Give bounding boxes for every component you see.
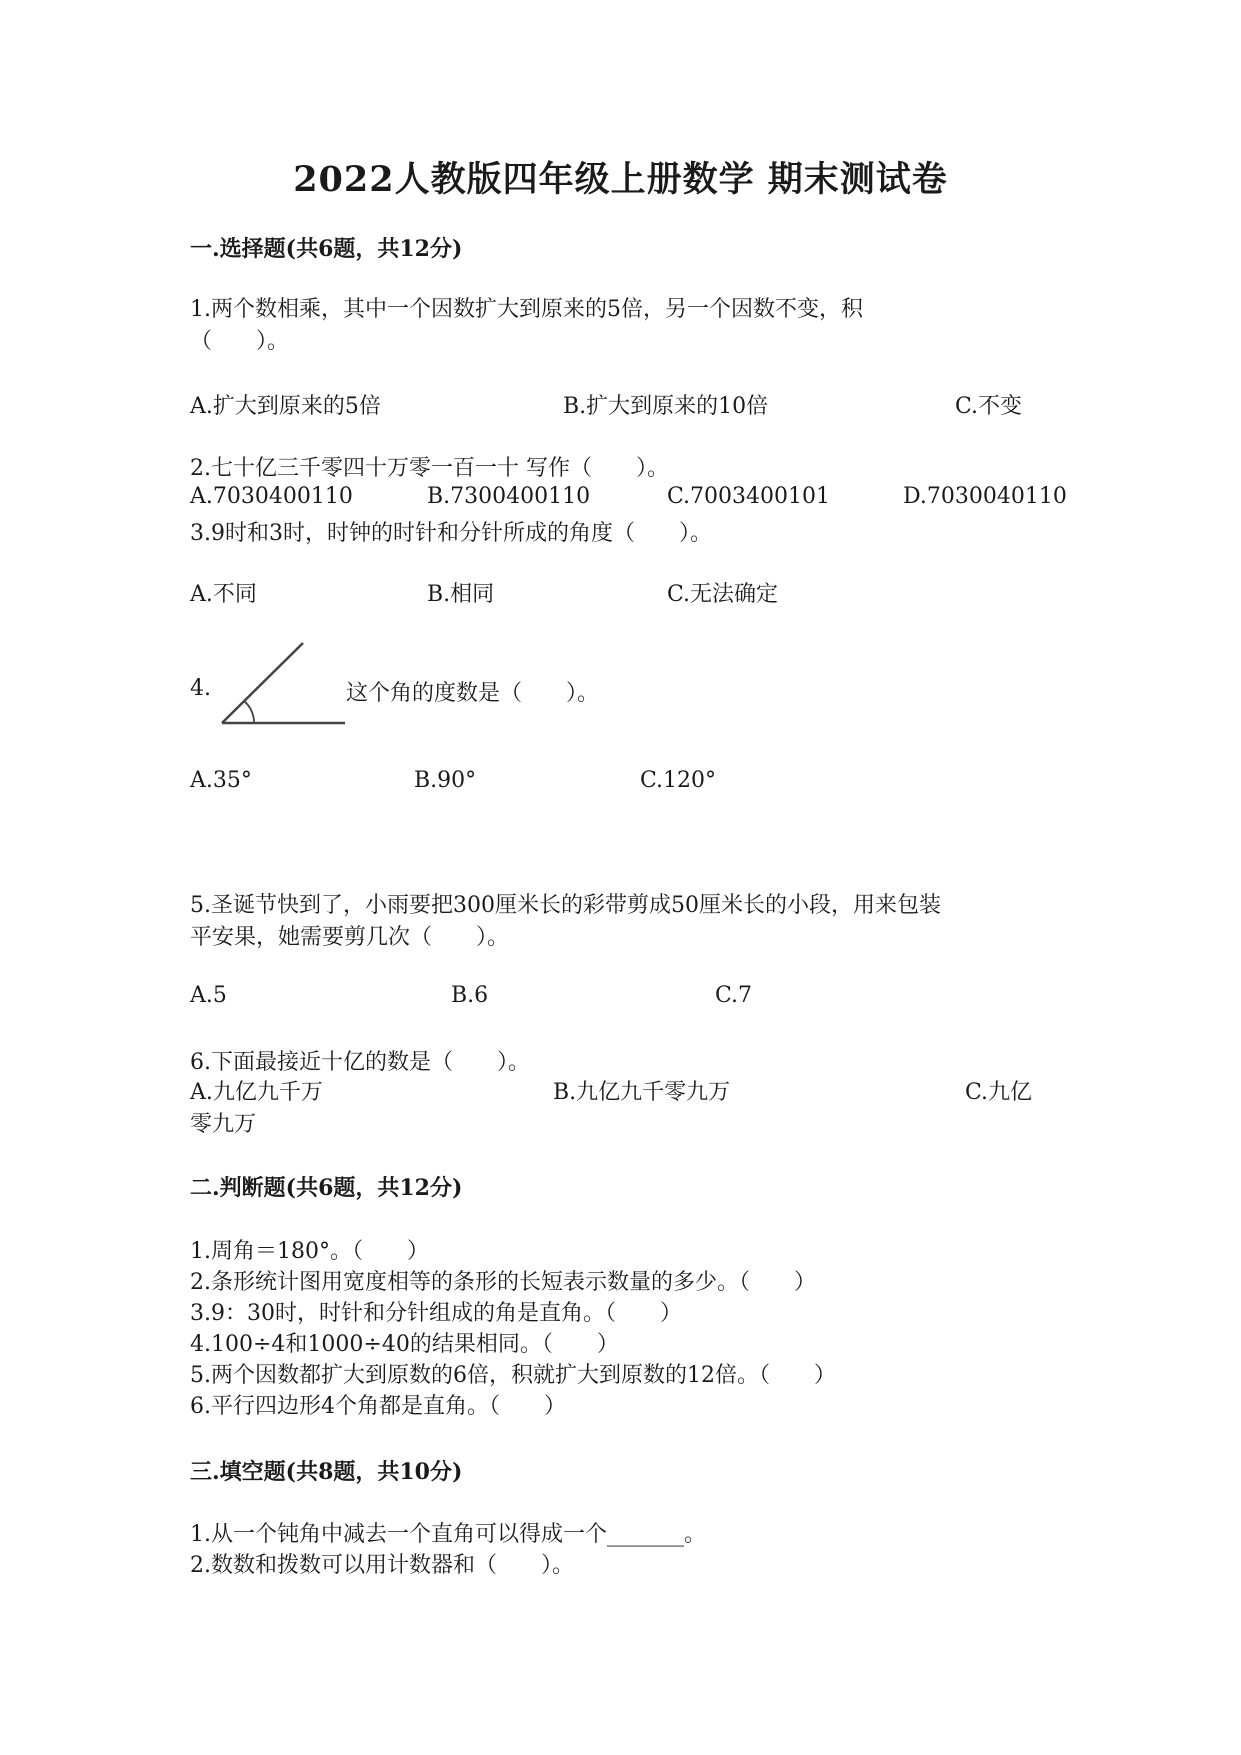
question-6-option-c: C.九亿 bbox=[965, 1080, 1033, 1105]
question-2-option-d: D.7030040110 bbox=[903, 484, 1067, 509]
question-5-stem-line1: 5.圣诞节快到了，小雨要把300厘米长的彩带剪成50厘米长的小段，用来包装 bbox=[190, 893, 941, 918]
question-5-option-b: B.6 bbox=[451, 983, 489, 1008]
judgment-item-2: 2.条形统计图用宽度相等的条形的长短表示数量的多少。（ ） bbox=[190, 1270, 816, 1295]
question-3-option-b: B.相同 bbox=[427, 582, 495, 607]
question-1-option-a: A.扩大到原来的5倍 bbox=[190, 394, 381, 419]
question-2-option-b: B.7300400110 bbox=[427, 484, 591, 509]
question-2-option-c: C.7003400101 bbox=[667, 484, 831, 509]
section-heading-judgment: 二.判断题(共6题，共12分) bbox=[190, 1175, 463, 1201]
question-6-option-b: B.九亿九千零九万 bbox=[553, 1080, 731, 1105]
question-2-stem: 2.七十亿三千零四十万零一百一十 写作（ ）。 bbox=[190, 456, 669, 481]
question-6-option-c-wrap: 零九万 bbox=[190, 1112, 257, 1137]
question-3-option-a: A.不同 bbox=[190, 582, 257, 607]
question-5-option-a: A.5 bbox=[190, 983, 227, 1008]
fill-item-2: 2.数数和拨数可以用计数器和（ ）。 bbox=[190, 1553, 574, 1578]
question-1-stem-line1: 1.两个数相乘，其中一个因数扩大到原来的5倍，另一个因数不变，积 bbox=[190, 297, 863, 322]
question-4-option-a: A.35° bbox=[190, 768, 252, 793]
page-title: 2022人教版四年级上册数学 期末测试卷 bbox=[293, 159, 948, 200]
question-4-stem: 这个角的度数是（ ）。 bbox=[346, 681, 600, 706]
section-heading-choice: 一.选择题(共6题，共12分) bbox=[190, 236, 463, 262]
question-1-option-c: C.不变 bbox=[955, 394, 1023, 419]
question-5-stem-line2: 平安果，她需要剪几次（ ）。 bbox=[190, 925, 510, 950]
section-heading-fill: 三.填空题(共8题，共10分) bbox=[190, 1459, 463, 1485]
question-4-number: 4. bbox=[190, 676, 211, 701]
question-6-stem: 6.下面最接近十亿的数是（ ）。 bbox=[190, 1050, 530, 1075]
judgment-item-6: 6.平行四边形4个角都是直角。（ ） bbox=[190, 1394, 566, 1419]
question-5-option-c: C.7 bbox=[715, 983, 753, 1008]
fill-item-1: 1.从一个钝角中减去一个直角可以得成一个_______。 bbox=[190, 1522, 706, 1547]
question-1-stem-line2: （ ）。 bbox=[190, 329, 290, 354]
question-3-stem: 3.9时和3时，时钟的时针和分针所成的角度（ ）。 bbox=[190, 521, 712, 546]
question-2-option-a: A.7030400110 bbox=[190, 484, 353, 509]
judgment-item-5: 5.两个因数都扩大到原数的6倍，积就扩大到原数的12倍。（ ） bbox=[190, 1363, 836, 1388]
question-4-option-b: B.90° bbox=[414, 768, 477, 793]
judgment-item-3: 3.9：30时，时针和分针组成的角是直角。（ ） bbox=[190, 1301, 682, 1326]
judgment-item-4: 4.100÷4和1000÷40的结果相同。（ ） bbox=[190, 1332, 619, 1357]
question-4-option-c: C.120° bbox=[640, 768, 717, 793]
question-3-option-c: C.无法确定 bbox=[667, 582, 779, 607]
angle-figure bbox=[218, 640, 348, 730]
question-1-option-b: B.扩大到原来的10倍 bbox=[563, 394, 769, 419]
question-6-option-a: A.九亿九千万 bbox=[190, 1080, 323, 1105]
judgment-item-1: 1.周角＝180°。（ ） bbox=[190, 1239, 429, 1264]
